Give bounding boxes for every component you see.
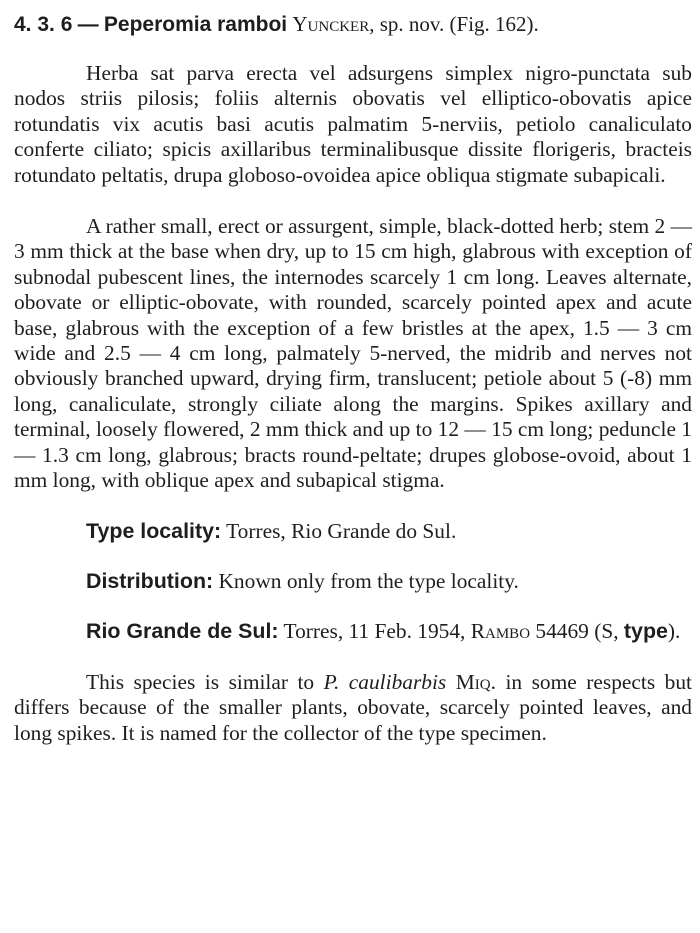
species-heading xyxy=(14,10,692,39)
type-locality-value: Torres, Rio Grande do Sul. xyxy=(221,518,457,543)
document-page xyxy=(14,10,692,771)
remarks-paragraph xyxy=(14,670,692,746)
distribution-label: Distribution: xyxy=(86,568,214,593)
type-locality xyxy=(14,519,692,544)
specimen-type-word: type xyxy=(623,619,668,644)
section-number: 4. 3. 6 xyxy=(14,13,73,36)
species-author: Yuncker xyxy=(292,12,370,36)
specimen-number: 54469 (S, xyxy=(530,619,624,644)
specimen-citation xyxy=(14,619,692,644)
distribution-value: Known only from the type locality. xyxy=(213,568,519,593)
heading-suffix: , sp. nov. (Fig. 162). xyxy=(369,12,539,36)
specimen-text: Torres, 11 Feb. 1954, xyxy=(278,619,471,644)
species-name: Peperomia ramboi xyxy=(103,13,288,36)
specimen-collector: Rambo xyxy=(470,619,531,644)
compared-species: P. caulibarbis xyxy=(323,669,447,694)
remarks-text-after: in some respects but differs because of the smaller plants, obovate, scarcely pointed leaves, and long spikes. It is named for the collector of the type specimen. xyxy=(14,669,692,745)
remarks-text-before: This species is similar to xyxy=(86,669,324,694)
specimen-close: ). xyxy=(667,619,681,644)
specimen-region-label: Rio Grande de Sul: xyxy=(86,619,279,644)
compared-species-authority: Miq. xyxy=(455,669,496,694)
english-description: A rather small, erect or assurgent, simple, black-dotted herb; stem 2 — 3 mm thick at the base when dry, up to 15 cm high, glabrous with exception of subnodal pubescent lines, the internodes scarcely 1 cm long. Leaves alternate, obovate or elliptic-obovate, with rounded, scarcely pointed apex and acute base, glabrous with the exception of a few bristles at the apex, 1.5 — 3 cm wide and 2.5 — 4 cm long, palmately 5-nerved, the midrib and nerves not obviously branched upward, drying firm, translucent; petiole about 5 (-8) mm long, canaliculate, strongly ciliate along the margins. Spikes axillary and terminal, loosely flowered, 2 mm thick and up to 12 — 15 cm long; peduncle 1 — 1.3 cm long, glabrous; bracts round-peltate; drupes globose-ovoid, about 1 mm long, with oblique apex and subapical stigma. xyxy=(14,214,692,493)
latin-description: Herba sat parva erecta vel adsurgens simplex nigro-punctata sub nodos striis pilosis; foliis alternis obovatis vel elliptico-obovatis apice rotundatis vix acutis basi acutis palmatim 5-nerviis, petiolo canaliculato conferte ciliato; spicis axillaribus terminalibusque dissite florigeris, bracteis rotundato peltatis, drupa globoso-ovoidea apice obliqua stigmate subapicali. xyxy=(14,61,692,187)
distribution xyxy=(14,569,692,594)
type-locality-label: Type locality: xyxy=(86,518,222,543)
heading-dash: — xyxy=(77,13,99,36)
